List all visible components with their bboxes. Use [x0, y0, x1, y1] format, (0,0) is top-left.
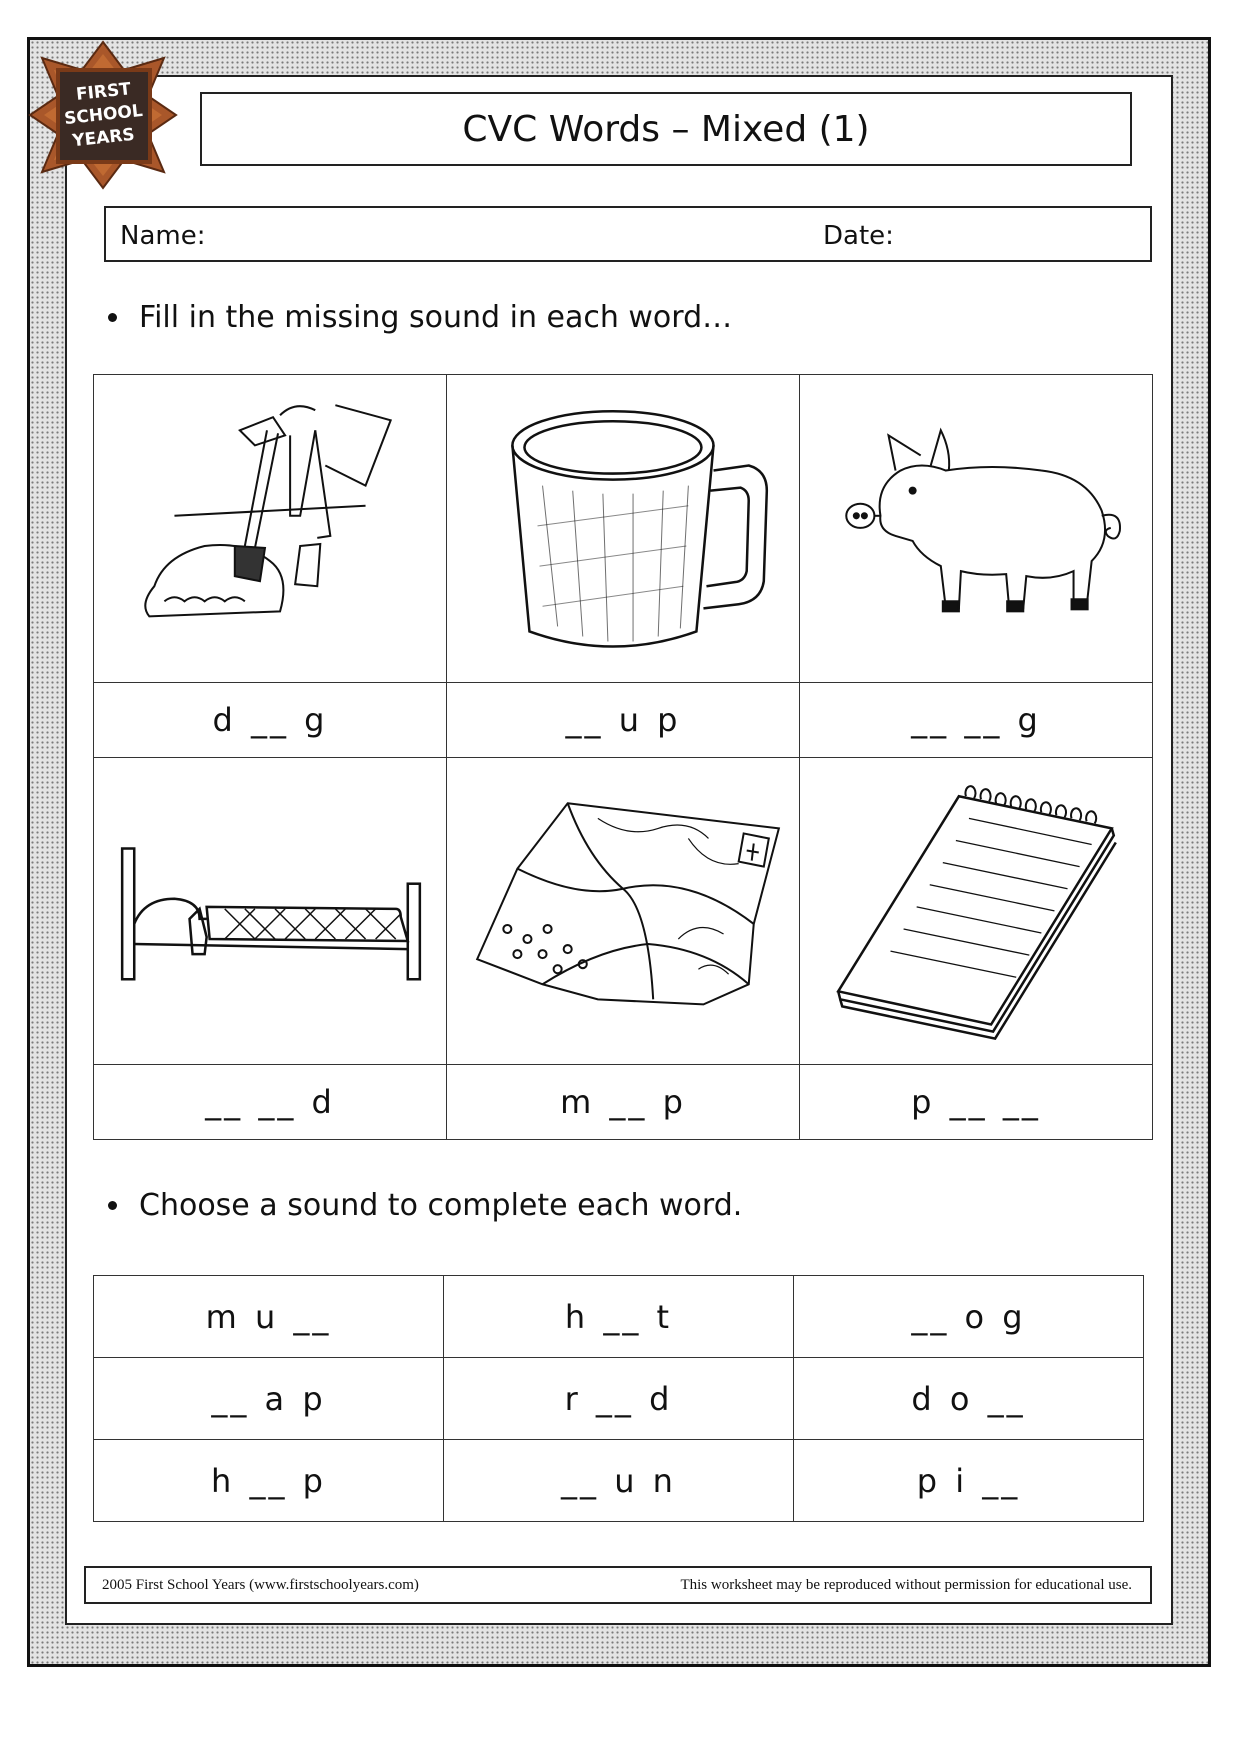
instruction-1	[104, 300, 732, 335]
svg-text:FIRST: FIRST	[75, 79, 132, 105]
cvc-word: p __ __	[911, 1083, 1041, 1122]
instruction-1-text: Fill in the missing sound in each word…	[139, 300, 733, 335]
name-date-box	[104, 206, 1152, 262]
bed-icon	[94, 758, 446, 1065]
svg-text:SCHOOL: SCHOOL	[63, 100, 144, 130]
picture-cell	[94, 757, 447, 1065]
picture-cell	[94, 375, 447, 683]
cvc-word: p i __	[916, 1461, 1021, 1500]
picture-cell	[447, 757, 800, 1065]
map-icon	[447, 758, 799, 1065]
cvc-word: m u __	[205, 1297, 332, 1336]
cvc-word: __ __ d	[205, 1083, 335, 1122]
svg-text:YEARS: YEARS	[71, 124, 136, 152]
footer-permission: This worksheet may be reproduced without permission for educational use.	[680, 1577, 1132, 1593]
bullet-icon	[108, 313, 117, 322]
picture-word-grid	[93, 374, 1153, 1140]
cvc-word: __ u p	[565, 700, 681, 739]
name-label: Name:	[120, 221, 206, 251]
bullet-icon	[108, 1201, 117, 1210]
cvc-word: h __ t	[564, 1297, 673, 1336]
page-title: CVC Words – Mixed (1)	[200, 92, 1132, 166]
dig-icon	[94, 375, 446, 682]
first-school-years-logo	[28, 40, 178, 190]
pig-icon	[800, 375, 1152, 682]
date-label: Date:	[823, 221, 894, 251]
cvc-word: __ o g	[911, 1297, 1026, 1336]
cup-icon	[447, 375, 799, 682]
cvc-word: __ a p	[211, 1379, 326, 1418]
picture-cell	[800, 757, 1153, 1065]
cvc-word: __ u n	[561, 1461, 676, 1500]
instruction-2-text: Choose a sound to complete each word.	[139, 1188, 743, 1223]
picture-cell	[447, 375, 800, 683]
cvc-word: m __ p	[560, 1083, 686, 1122]
cvc-word: r __ d	[564, 1379, 673, 1418]
footer	[84, 1566, 1152, 1604]
footer-copyright: 2005 First School Years (www.firstschoolyears.com)	[102, 1577, 419, 1593]
cvc-word: d __ g	[212, 700, 328, 739]
instruction-2	[104, 1188, 742, 1223]
cvc-word: __ __ g	[911, 700, 1041, 739]
pad-icon	[800, 758, 1152, 1065]
cvc-word: d o __	[911, 1379, 1026, 1418]
picture-cell	[800, 375, 1153, 683]
cvc-word: h __ p	[211, 1461, 326, 1500]
word-choice-grid	[93, 1275, 1144, 1522]
